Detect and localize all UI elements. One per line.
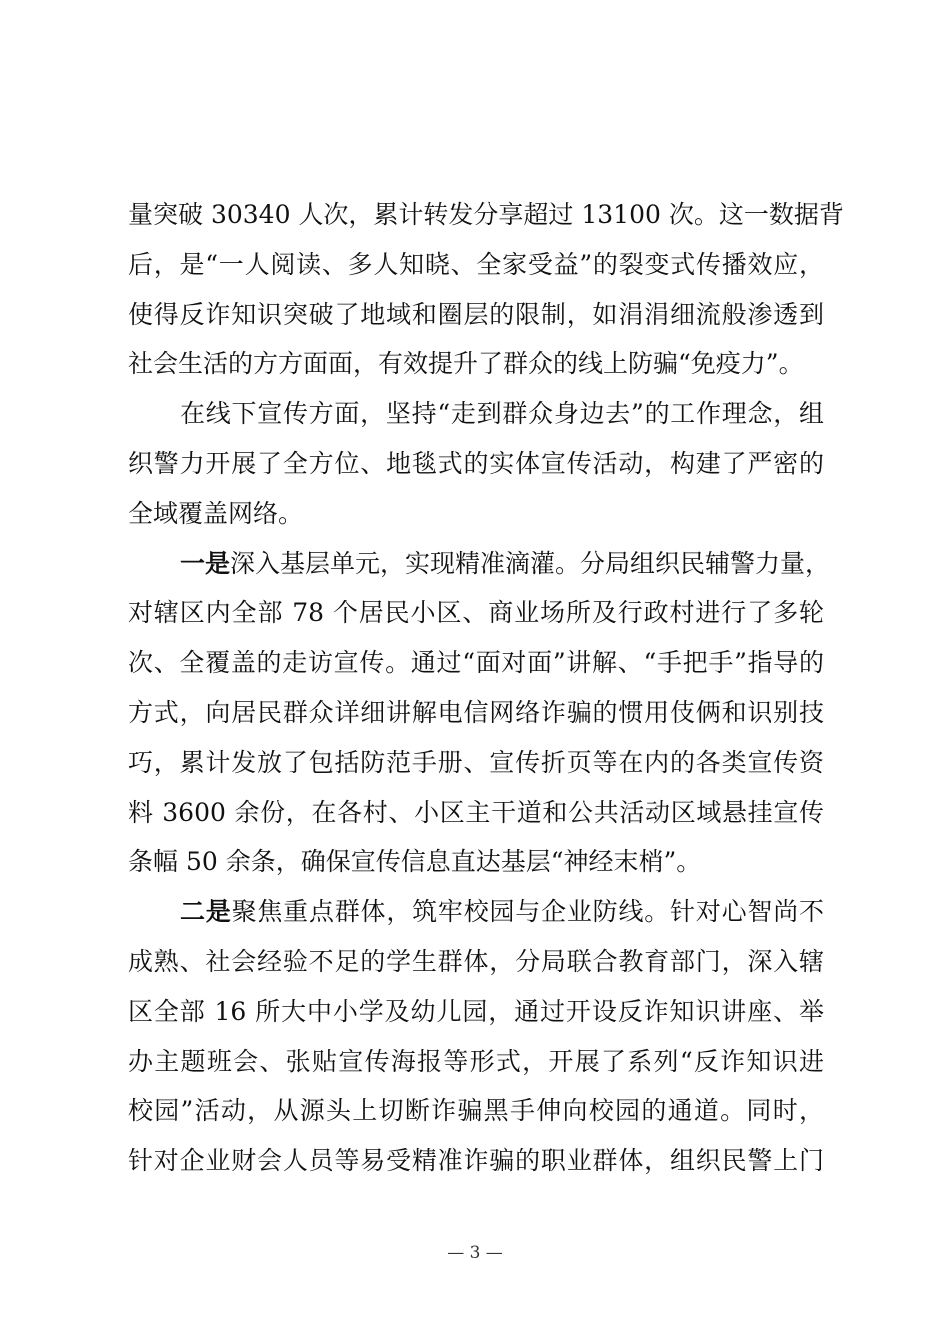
text-line: 条幅 50 余条，确保宣传信息直达基层“神经末梢”。 [128, 847, 702, 877]
text-line: 巧，累计发放了包括防范手册、宣传折页等在内的各类宣传资 [128, 747, 824, 777]
text-line: 成熟、社会经验不足的学生群体，分局联合教育部门，深入辖 [128, 946, 824, 976]
text-line: 量突破 30340 人次，累计转发分享超过 13100 次。这一数据背 [128, 200, 844, 229]
text-line: 后，是“一人阅读、多人知晓、全家受益”的裂变式传播效应， [128, 249, 824, 279]
text-span: 深入基层单元，实现精准滴灌。分局组织民辅警力量， [230, 548, 831, 578]
text-line: 校园”活动，从源头上切断诈骗黑手伸向校园的通道。同时， [128, 1096, 824, 1126]
point-lead: 一是 [180, 548, 231, 578]
page-number: — 3 — [447, 1243, 503, 1263]
document-body [128, 190, 844, 1186]
text-line: 对辖区内全部 78 个居民小区、商业场所及行政村进行了多轮 [128, 598, 824, 628]
text-span: 聚焦重点群体，筑牢校园与企业防线。针对心智尚不 [231, 897, 824, 927]
point-lead: 二是 [180, 897, 232, 927]
text-line: 针对企业财会人员等易受精准诈骗的职业群体，组织民警上门 [128, 1146, 824, 1176]
text-line: 织警力开展了全方位、地毯式的实体宣传活动，构建了严密的 [128, 448, 824, 478]
text-line [128, 539, 831, 589]
text-line: 使得反诈知识突破了地域和圈层的限制，如涓涓细流般渗透到 [128, 299, 824, 329]
text-line: 全域覆盖网络。 [128, 498, 304, 528]
paragraph-point-one [128, 539, 831, 888]
text-line: 社会生活的方方面面，有效提升了群众的线上防骗“免疫力”。 [128, 349, 804, 379]
text-line: 料 3600 余份，在各村、小区主干道和公共活动区域悬挂宣传 [128, 797, 824, 827]
text-line: 在线下宣传方面，坚持“走到群众身边去”的工作理念，组 [180, 399, 824, 429]
text-line: 办主题班会、张贴宣传海报等形式，开展了系列“反诈知识进 [128, 1046, 824, 1076]
text-line: 方式，向居民群众详细讲解电信网络诈骗的惯用伎俩和识别技 [128, 697, 824, 727]
text-line: 次、全覆盖的走访宣传。通过“面对面”讲解、“手把手”指导的 [128, 648, 824, 678]
paragraph-point-two [128, 887, 824, 1186]
text-line [128, 887, 824, 937]
text-line: 区全部 16 所大中小学及幼儿园，通过开设反诈知识讲座、举 [128, 996, 824, 1026]
paragraph-online-results [128, 190, 844, 389]
paragraph-offline-intro [128, 389, 824, 538]
